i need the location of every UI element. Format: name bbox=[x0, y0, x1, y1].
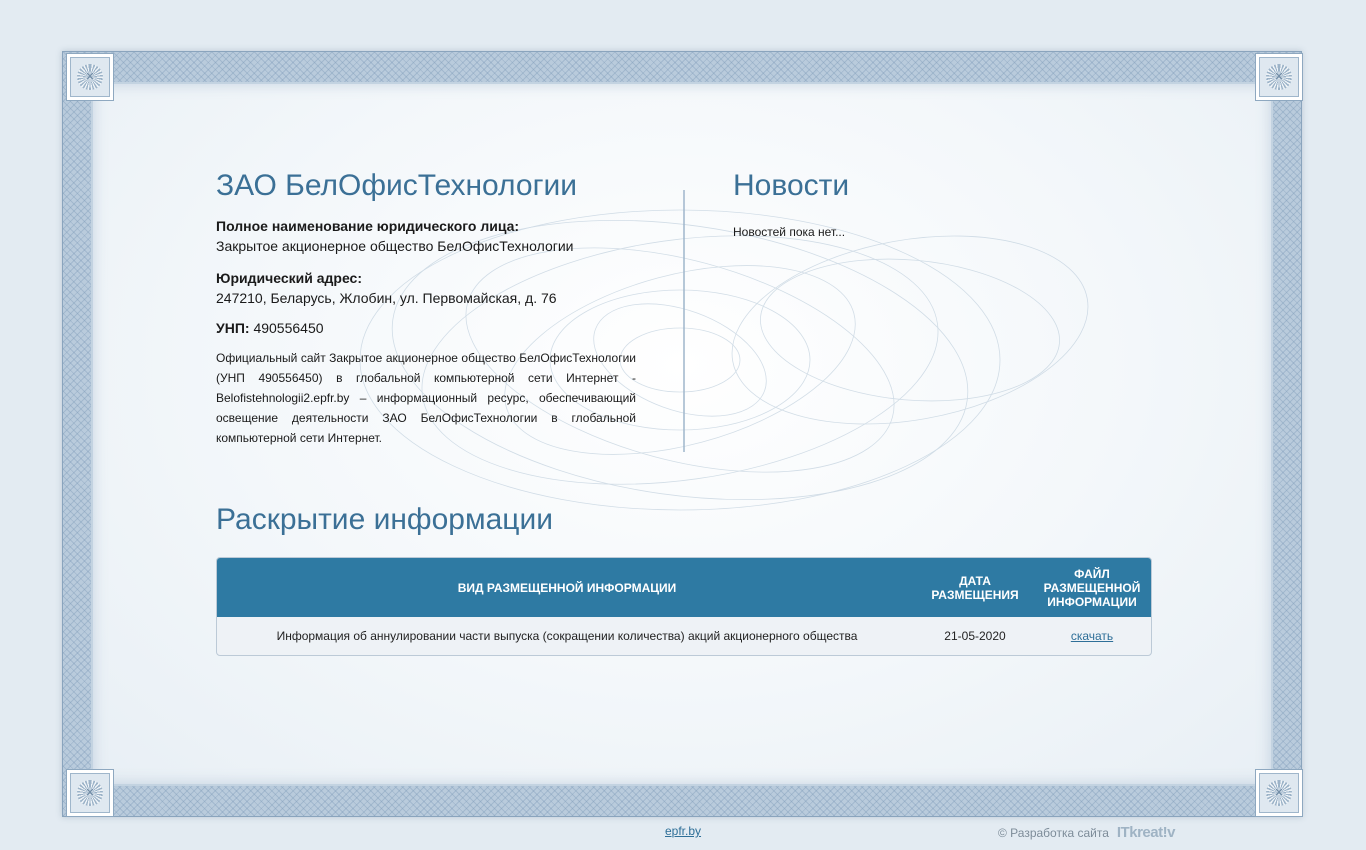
column-header-file: ФАЙЛ РАЗМЕЩЕННОЙ ИНФОРМАЦИИ bbox=[1033, 558, 1151, 617]
full-name-field bbox=[216, 216, 636, 256]
disclosure-table bbox=[216, 557, 1152, 656]
unp-value: 490556450 bbox=[253, 320, 324, 336]
footer-site-link[interactable]: epfr.by bbox=[665, 824, 702, 838]
news-section bbox=[733, 168, 1153, 240]
full-name-label: Полное наименование юридического лица: bbox=[216, 218, 520, 234]
developer-credit-text: © Разработка сайта bbox=[998, 825, 1109, 840]
address-field bbox=[216, 268, 636, 308]
organization-title: ЗАО БелОфисТехнологии bbox=[216, 169, 578, 202]
unp-label: УНП: bbox=[216, 320, 250, 336]
corner-rosette-icon: ✕ bbox=[1255, 53, 1303, 101]
column-header-type: ВИД РАЗМЕЩЕННОЙ ИНФОРМАЦИИ bbox=[217, 558, 917, 617]
corner-rosette-icon: ✕ bbox=[1255, 769, 1303, 817]
table-header-row bbox=[217, 558, 1151, 617]
cell-type: Информация об аннулировании части выпуска (сокращении количества) акций акционерного общества bbox=[276, 629, 858, 643]
organization-section bbox=[216, 168, 636, 448]
developer-credit bbox=[998, 824, 1175, 841]
address-value: 247210, Беларусь, Жлобин, ул. Первомайская, д. 76 bbox=[216, 290, 557, 306]
disclosure-title: Раскрытие информации bbox=[216, 503, 553, 536]
unp-field bbox=[216, 318, 636, 338]
about-text: Официальный сайт Закрытое акционерное общество БелОфисТехнологии (УНП 490556450) в глобальной компьютерной сети Интернет - Belofistehnologii2.epfr.by – информационный ресурс, обеспечивающий освещение деятельности ЗАО БелОфисТехнологии в глобальной компьютерной сети Интернет. bbox=[216, 351, 636, 445]
news-title: Новости bbox=[733, 169, 850, 202]
table-row bbox=[217, 617, 1151, 655]
developer-logo[interactable]: ITkreat!v bbox=[1116, 824, 1175, 841]
cell-file bbox=[1033, 617, 1151, 655]
cell-date: 21-05-2020 bbox=[944, 629, 1006, 643]
news-empty-text: Новостей пока нет... bbox=[733, 225, 846, 239]
corner-rosette-icon: ✕ bbox=[66, 53, 114, 101]
corner-rosette-icon: ✕ bbox=[66, 769, 114, 817]
column-header-date: ДАТА РАЗМЕЩЕНИЯ bbox=[917, 558, 1033, 617]
address-label: Юридический адрес: bbox=[216, 270, 362, 286]
full-name-value: Закрытое акционерное общество БелОфисТехнологии bbox=[216, 238, 574, 254]
column-divider bbox=[683, 190, 685, 452]
download-link[interactable]: скачать bbox=[1070, 629, 1114, 643]
